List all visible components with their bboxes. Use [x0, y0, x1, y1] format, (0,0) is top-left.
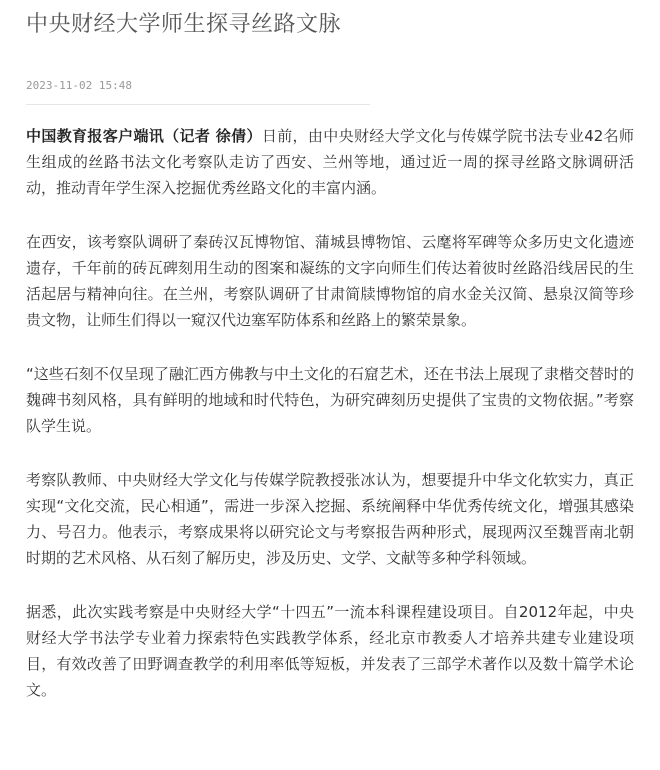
- paragraph-5: 据悉，此次实践考察是中央财经大学“十四五”一流本科课程建设项目。自2012年起，中央财经大学书法学专业着力探索特色实践教学体系，经北京市教委人才培养共建专业建设项目，有效改善了田野调查教学的利用率低等短板，并发表了三部学术著作以及数十篇学术论文。: [26, 603, 634, 699]
- paragraph-4: 考察队教师、中央财经大学文化与传媒学院教授张冰认为，想要提升中华文化软实力，真正实现“文化交流，民心相通”，需进一步深入挖掘、系统阐释中华优秀传统文化，增强其感染力、号召力。他表示，考察成果将以研究论文与考察报告两种形式，展现两汉至魏晋南北朝时期的艺术风格、从石刻了解历史，涉及历史、文学、文献等多种学科领域。: [26, 471, 634, 567]
- article-body: [26, 123, 634, 731]
- publish-date: 2023-11-02 15:48: [26, 79, 132, 92]
- title-divider: [26, 104, 370, 105]
- paragraph-1: [26, 123, 634, 201]
- paragraph-3: “这些石刻不仅呈现了融汇西方佛教与中土文化的石窟艺术，还在书法上展现了隶楷交替时的魏碑书刻风格，具有鲜明的地域和时代特色，为研究碑刻历史提供了宝贵的文物依据。”考察队学生说。: [26, 365, 634, 435]
- paragraph-1-text: 日前，由中央财经大学文化与传媒学院书法专业42名师生组成的丝路书法文化考察队走访了西安、兰州等地，通过近一周的探寻丝路文脉调研活动，推动青年学生深入挖掘优秀丝路文化的丰富内涵。: [26, 127, 634, 197]
- lead-byline: 中国教育报客户端讯（记者 徐倩）: [26, 127, 262, 145]
- article-title: 中央财经大学师生探寻丝路文脉: [26, 12, 342, 37]
- paragraph-2: 在西安，该考察队调研了秦砖汉瓦博物馆、蒲城县博物馆、云麾将军碑等众多历史文化遗迹遗存，千年前的砖瓦碑刻用生动的图案和凝练的文字向师生们传达着彼时丝路沿线居民的生活起居与精神向往。在兰州，考察队调研了甘肃简牍博物馆的肩水金关汉简、悬泉汉简等珍贵文物，让师生们得以一窥汉代边塞军防体系和丝路上的繁荣景象。: [26, 233, 634, 329]
